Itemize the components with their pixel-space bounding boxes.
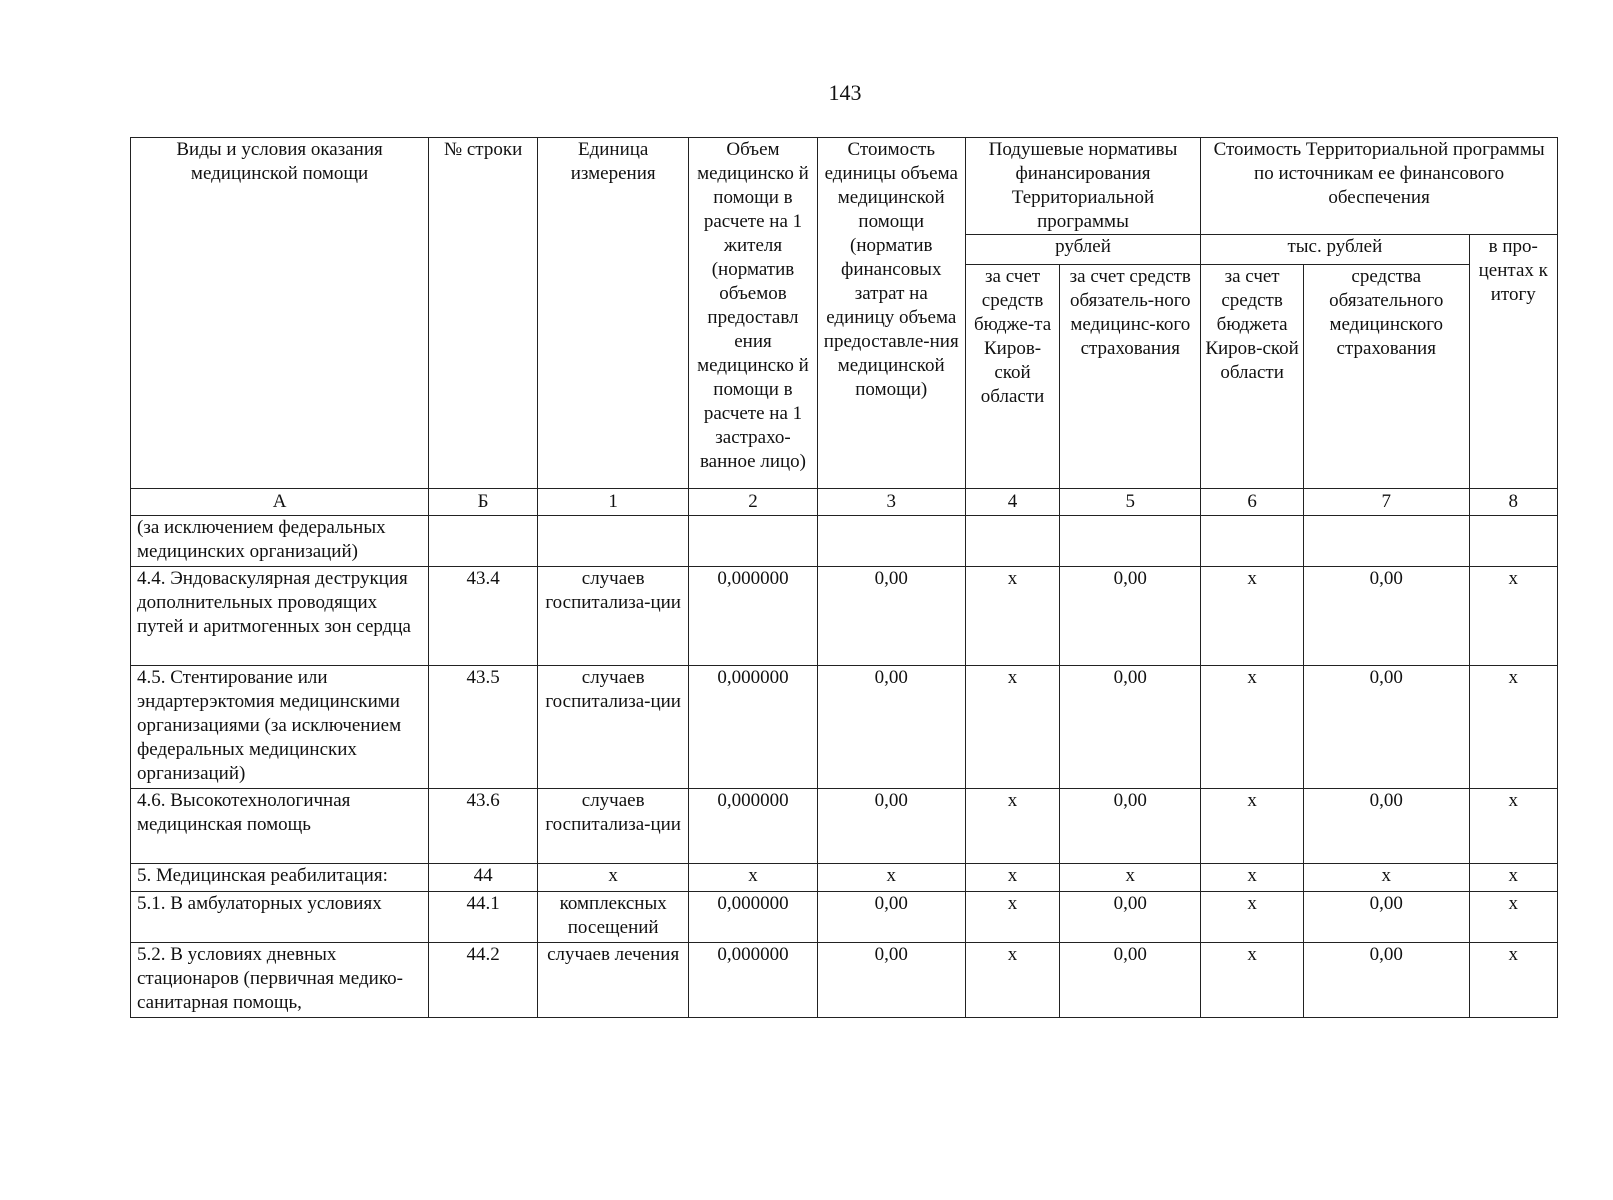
- cell-col-8: [1469, 516, 1557, 567]
- cell-unit-cost: 0,00: [817, 567, 965, 666]
- cell-unit-cost: 0,00: [817, 789, 965, 864]
- cell-col-8: х: [1469, 789, 1557, 864]
- header-unit: Единица измерения: [538, 138, 689, 489]
- header-regional-budget-cost: за счет средств бюджета Киров-ской области: [1201, 265, 1304, 489]
- cell-col-5: х: [1060, 864, 1201, 892]
- index-cell: 1: [538, 489, 689, 516]
- table-row: [131, 864, 1558, 892]
- cell-col-7: х: [1304, 864, 1470, 892]
- cell-col-7: 0,00: [1304, 567, 1470, 666]
- cell-col-8: х: [1469, 567, 1557, 666]
- index-cell: 8: [1469, 489, 1557, 516]
- row-label: 5.1. В амбулаторных условиях: [131, 892, 429, 943]
- index-cell: 4: [965, 489, 1060, 516]
- cell-volume: х: [689, 864, 818, 892]
- row-label: 5. Медицинская реабилитация:: [131, 864, 429, 892]
- cell-unit-cost: х: [817, 864, 965, 892]
- table-row: [131, 943, 1558, 1018]
- cell-volume: 0,000000: [689, 789, 818, 864]
- header-volume: Объем медицинско й помощи в расчете на 1 жителя (норматив объемов предоставл ения медицинско й помощи в расчете на 1 застрахо-ванное лицо): [689, 138, 818, 489]
- header-unit-rubles: рублей: [965, 235, 1200, 265]
- row-number: 44.2: [429, 943, 538, 1018]
- cell-col-6: х: [1201, 666, 1304, 789]
- cell-col-6: х: [1201, 892, 1304, 943]
- index-cell: 7: [1304, 489, 1470, 516]
- table-row: [131, 516, 1558, 567]
- row-label: (за исключением федеральных медицинских организаций): [131, 516, 429, 567]
- row-label: 4.5. Стентирование или эндартерэктомия медицинскими организациями (за исключением федеральных медицинских организаций): [131, 666, 429, 789]
- table-row: [131, 789, 1558, 864]
- index-cell: Б: [429, 489, 538, 516]
- cell-col-6: х: [1201, 789, 1304, 864]
- row-number: 43.4: [429, 567, 538, 666]
- header-program-cost-group: Стоимость Территориальной программы по источникам ее финансового обеспечения: [1201, 138, 1558, 235]
- row-number: 44.1: [429, 892, 538, 943]
- header-per-capita-group: Подушевые нормативы финансирования Территориальной программы: [965, 138, 1200, 235]
- cell-col-4: х: [965, 864, 1060, 892]
- cell-unit-cost: [817, 516, 965, 567]
- cell-col-8: х: [1469, 892, 1557, 943]
- cell-col-8: х: [1469, 666, 1557, 789]
- cell-unit: случаев госпитализа-ции: [538, 789, 689, 864]
- header-unit-cost: Стоимость единицы объема медицинской помощи (норматив финансовых затрат на единицу объема предоставле-ния медицинской помощи): [817, 138, 965, 489]
- cell-unit: случаев лечения: [538, 943, 689, 1018]
- header-regional-budget-per-capita: за счет средств бюдже-та Киров-ской области: [965, 265, 1060, 489]
- table-row: [131, 666, 1558, 789]
- financing-table: [130, 137, 1558, 1018]
- cell-volume: [689, 516, 818, 567]
- index-cell: 3: [817, 489, 965, 516]
- row-number: [429, 516, 538, 567]
- cell-unit-cost: 0,00: [817, 666, 965, 789]
- cell-col-5: 0,00: [1060, 666, 1201, 789]
- cell-volume: 0,000000: [689, 943, 818, 1018]
- cell-col-6: х: [1201, 567, 1304, 666]
- header-kind-of-care: Виды и условия оказания медицинской помощи: [131, 138, 429, 489]
- cell-unit: [538, 516, 689, 567]
- row-number: 43.5: [429, 666, 538, 789]
- header-oms-cost: средства обязательного медицинского страхования: [1304, 265, 1470, 489]
- cell-col-4: х: [965, 943, 1060, 1018]
- cell-col-6: [1201, 516, 1304, 567]
- cell-col-5: 0,00: [1060, 943, 1201, 1018]
- header-row-number: № строки: [429, 138, 538, 489]
- cell-volume: 0,000000: [689, 892, 818, 943]
- cell-col-4: х: [965, 789, 1060, 864]
- cell-col-5: 0,00: [1060, 892, 1201, 943]
- row-number: 43.6: [429, 789, 538, 864]
- index-cell: А: [131, 489, 429, 516]
- table-row: [131, 567, 1558, 666]
- header-percent-of-total: в про-центах к итогу: [1469, 235, 1557, 489]
- cell-col-8: х: [1469, 943, 1557, 1018]
- cell-col-5: 0,00: [1060, 567, 1201, 666]
- row-label: 5.2. В условиях дневных стационаров (первичная медико-санитарная помощь,: [131, 943, 429, 1018]
- cell-unit: случаев госпитализа-ции: [538, 666, 689, 789]
- row-label: 4.6. Высокотехнологичная медицинская помощь: [131, 789, 429, 864]
- table-row: [131, 892, 1558, 943]
- header-oms-per-capita: за счет средств обязатель-ного медицинс-кого страхования: [1060, 265, 1201, 489]
- cell-col-5: 0,00: [1060, 789, 1201, 864]
- cell-volume: 0,000000: [689, 666, 818, 789]
- row-number: 44: [429, 864, 538, 892]
- cell-col-4: [965, 516, 1060, 567]
- cell-unit-cost: 0,00: [817, 892, 965, 943]
- cell-unit: х: [538, 864, 689, 892]
- cell-col-5: [1060, 516, 1201, 567]
- cell-col-4: х: [965, 567, 1060, 666]
- cell-col-7: 0,00: [1304, 789, 1470, 864]
- page-number: 143: [828, 80, 862, 105]
- cell-col-6: х: [1201, 943, 1304, 1018]
- cell-col-7: 0,00: [1304, 943, 1470, 1018]
- cell-col-8: х: [1469, 864, 1557, 892]
- cell-col-7: 0,00: [1304, 666, 1470, 789]
- cell-volume: 0,000000: [689, 567, 818, 666]
- cell-unit-cost: 0,00: [817, 943, 965, 1018]
- index-cell: 2: [689, 489, 818, 516]
- cell-col-6: х: [1201, 864, 1304, 892]
- cell-col-7: 0,00: [1304, 892, 1470, 943]
- cell-col-4: х: [965, 892, 1060, 943]
- index-cell: 6: [1201, 489, 1304, 516]
- row-label: 4.4. Эндоваскулярная деструкция дополнительных проводящих путей и аритмогенных зон сердца: [131, 567, 429, 666]
- cell-unit: комплексных посещений: [538, 892, 689, 943]
- column-index-row: [131, 489, 1558, 516]
- header-unit-thousand-rubles: тыс. рублей: [1201, 235, 1469, 265]
- cell-col-4: х: [965, 666, 1060, 789]
- cell-col-7: [1304, 516, 1470, 567]
- index-cell: 5: [1060, 489, 1201, 516]
- cell-unit: случаев госпитализа-ции: [538, 567, 689, 666]
